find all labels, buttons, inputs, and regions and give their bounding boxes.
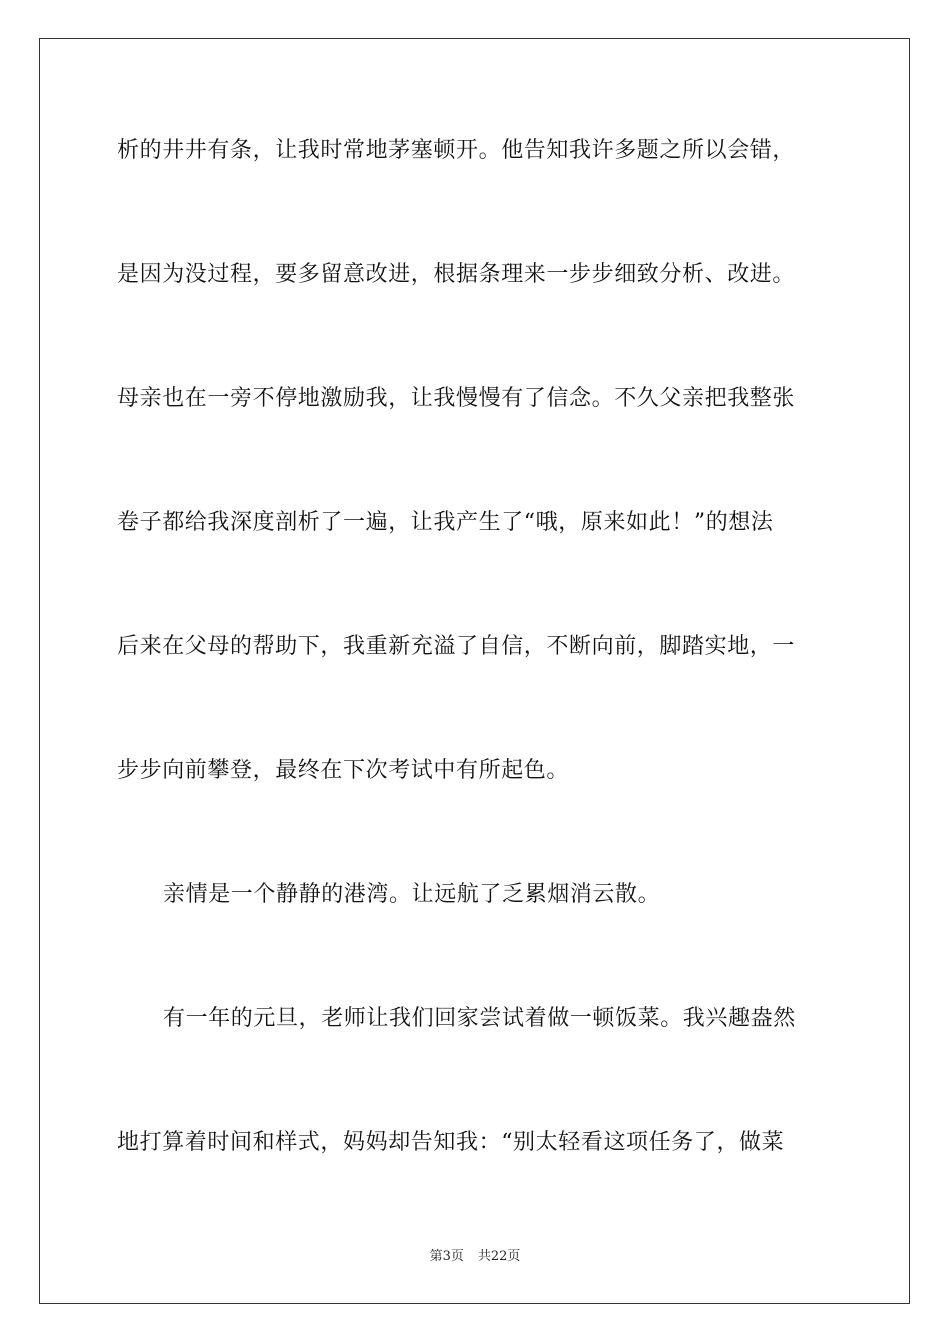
page-footer xyxy=(0,1248,950,1266)
text-line: 后来在父母的帮助下，我重新充溢了自信，不断向前，脚踏实地，一 xyxy=(117,634,796,659)
paragraph-first-line: 有一年的元旦，老师让我们回家尝试着做一顿饭菜。我兴趣盎然 xyxy=(163,1006,796,1031)
text-line: 地打算着时间和样式，妈妈却告知我：“别太轻看这项任务了，做菜 xyxy=(117,1130,785,1155)
page-total: 共22页 xyxy=(477,1249,521,1264)
text-line: 步步向前攀登，最终在下次考试中有所起色。 xyxy=(117,758,570,783)
text-line: 是因为没过程，要多留意改进，根据条理来一步步细致分析、改进。 xyxy=(117,262,796,287)
text-line: 卷子都给我深度剖析了一遍，让我产生了“哦，原来如此！”的想法 xyxy=(117,510,774,535)
page-number: 第3页 xyxy=(429,1249,464,1264)
paragraph-first-line: 亲情是一个静静的港湾。让远航了乏累烟消云散。 xyxy=(163,882,661,907)
page-frame xyxy=(39,38,910,1304)
text-line: 析的井井有条，让我时常地茅塞顿开。他告知我许多题之所以会错， xyxy=(117,138,796,163)
text-line: 母亲也在一旁不停地激励我，让我慢慢有了信念。不久父亲把我整张 xyxy=(117,386,796,411)
